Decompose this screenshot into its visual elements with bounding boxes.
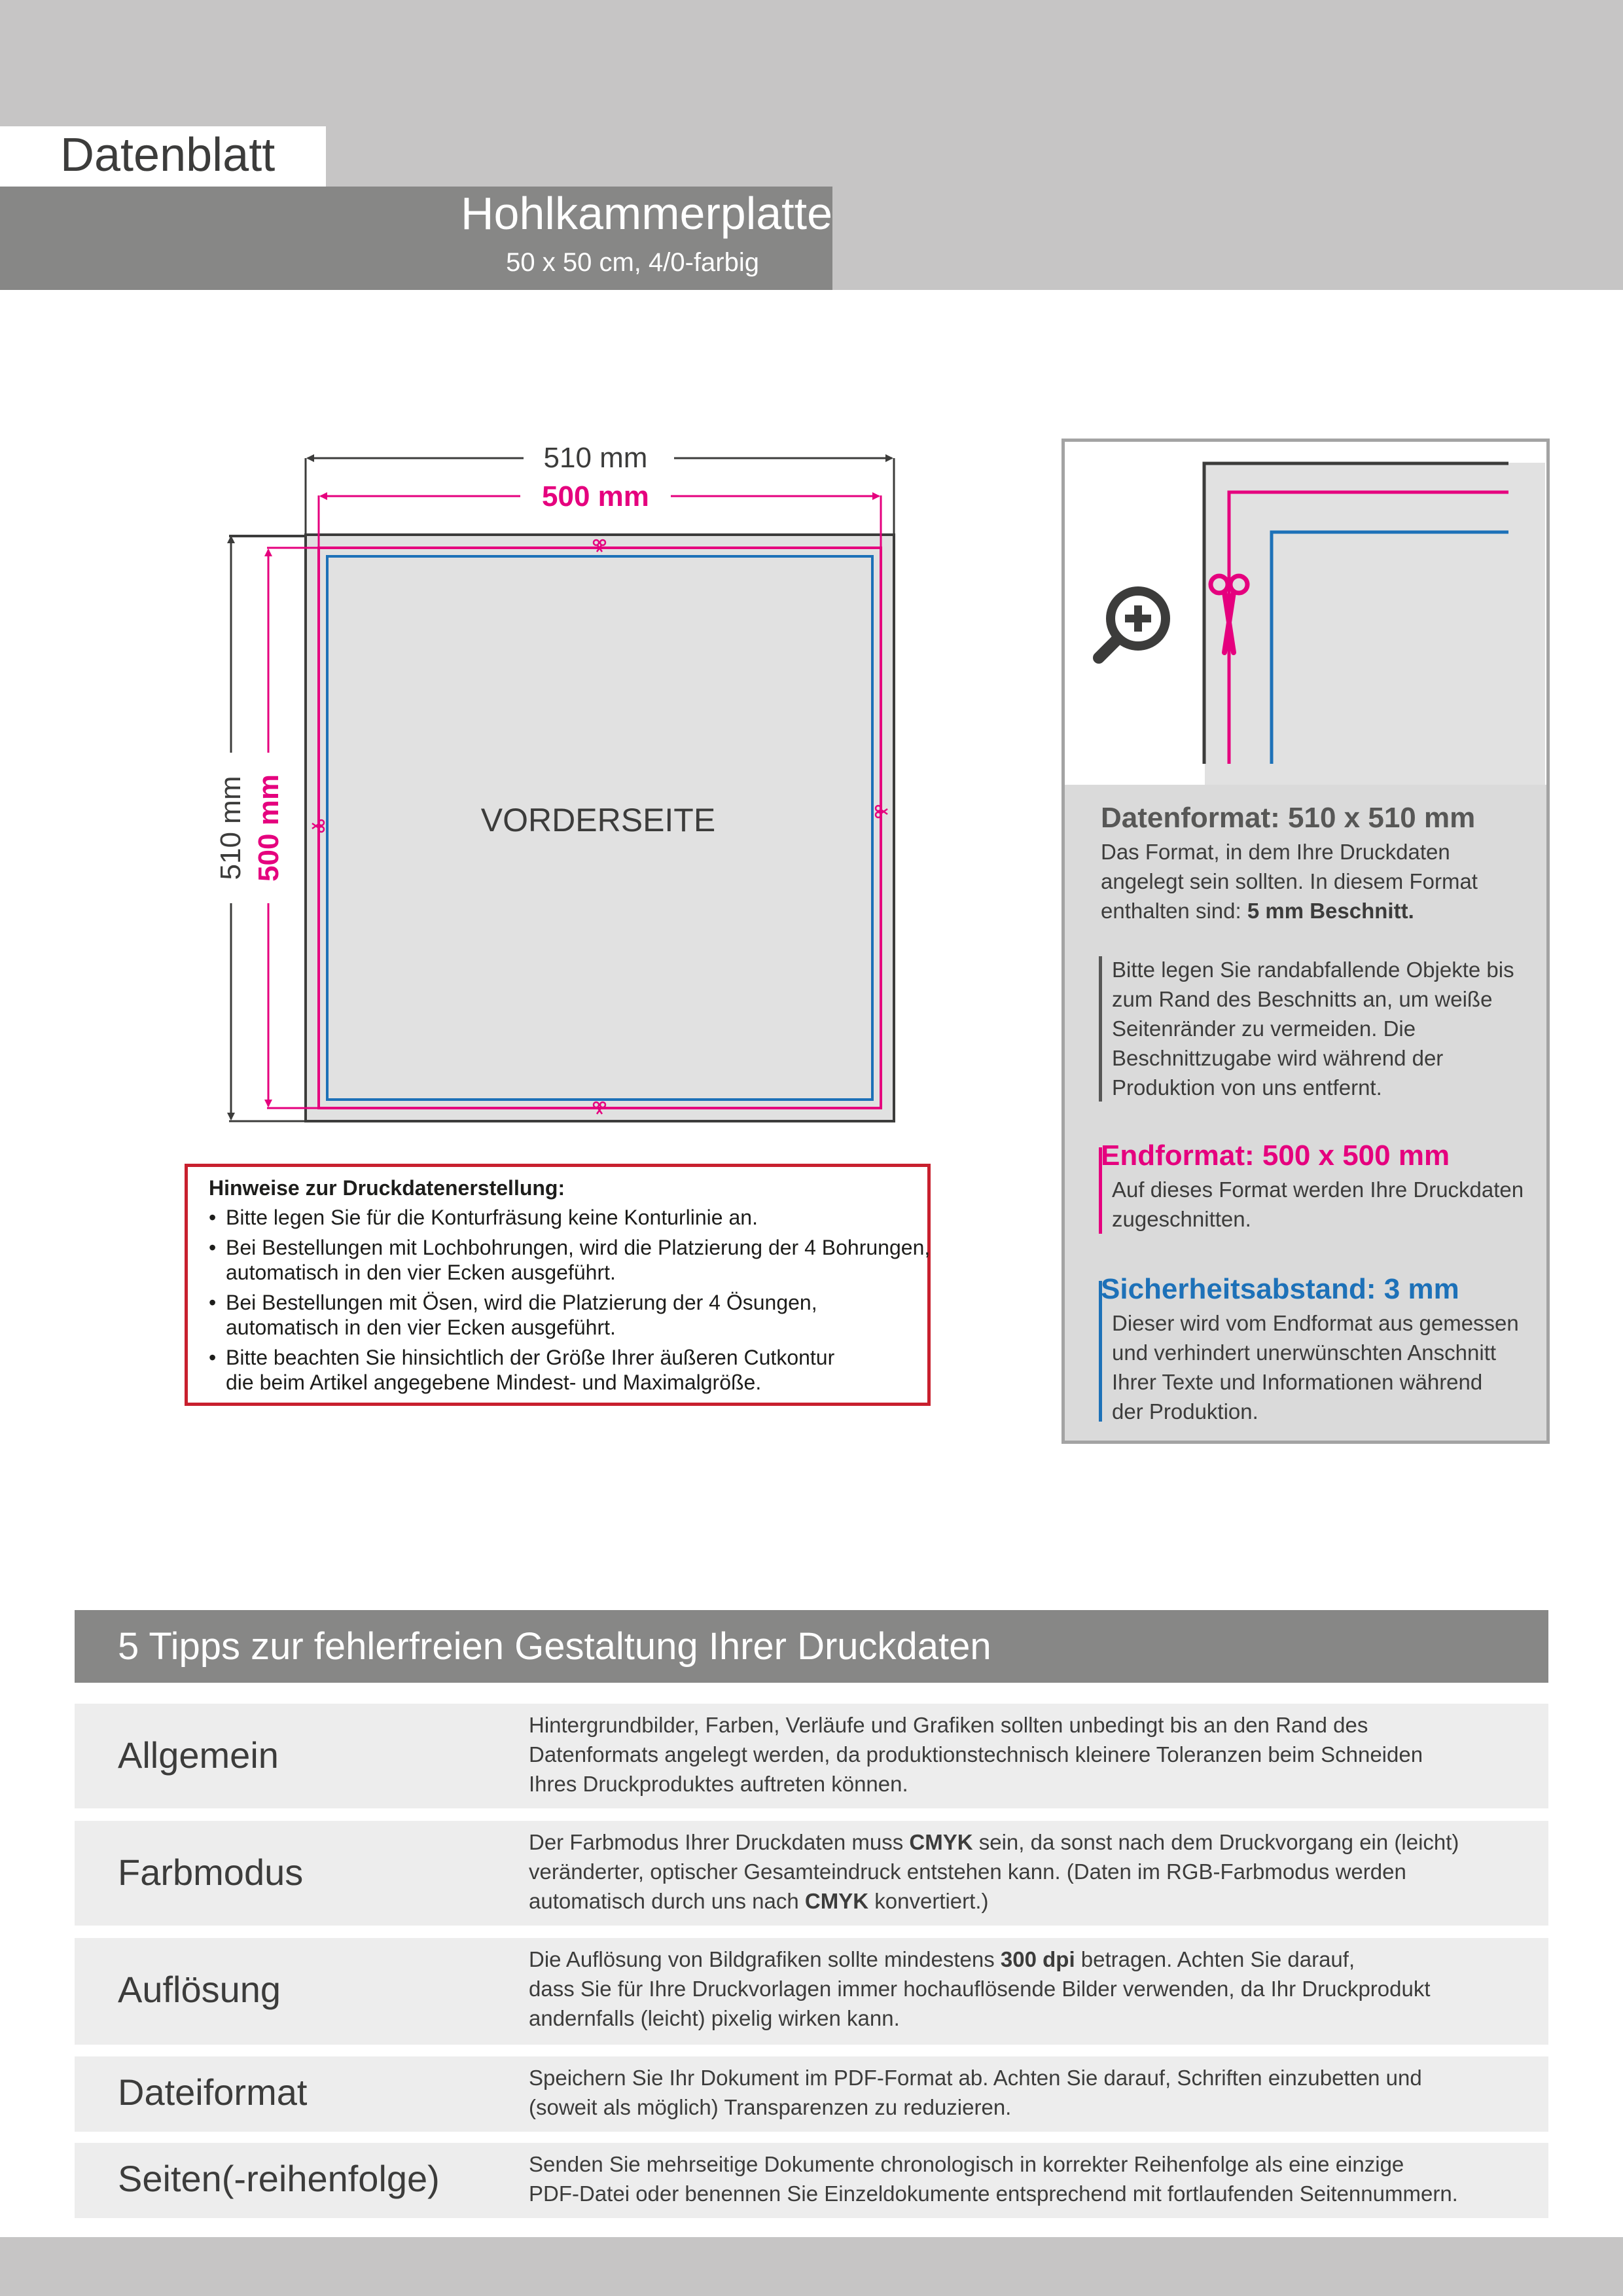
tip-text (529, 1710, 1423, 1799)
tip-line (529, 1945, 1431, 1974)
tip-line (529, 1886, 1459, 1916)
safety-line: der Produktion. (1112, 1399, 1258, 1424)
bleed-note-line: Beschnittzugabe wird während der (1112, 1046, 1444, 1070)
hint-line: Bitte legen Sie für die Konturfräsung keine Konturlinie an. (226, 1206, 758, 1229)
bleed-note-text (1112, 955, 1514, 1102)
tip-category: Seiten(-reihenfolge) (118, 2158, 440, 2199)
tip-line (529, 1710, 1423, 1740)
bullet: • (209, 1291, 217, 1314)
product-subtitle: 50 x 50 cm, 4/0-farbig (506, 248, 759, 277)
tip-text (529, 2063, 1422, 2122)
bleed-note-line: Bitte legen Sie randabfallende Objekte bis (1112, 958, 1514, 982)
tip-category: Farbmodus (118, 1852, 304, 1893)
tips-title: 5 Tipps zur fehlerfreien Gestaltung Ihrer Druckdaten (118, 1625, 991, 1668)
tip-line (529, 2149, 1458, 2179)
tip-segment: Senden Sie mehrseitige Dokumente chronologisch in korrekter Reihenfolge als eine einzige (529, 2152, 1404, 2176)
tip-row-aufloesung (75, 1938, 1548, 2045)
tip-row-seitenreihenfolge (75, 2143, 1548, 2218)
hint-line: die beim Artikel angegebene Mindest- und Maximalgröße. (226, 1371, 762, 1394)
tip-segment: Speichern Sie Ihr Dokument im PDF-Format ab. Achten Sie darauf, Schriften einzubetten und (529, 2066, 1422, 2090)
tip-segment: PDF-Datei oder benennen Sie Einzeldokumente entsprechend mit fortlaufenden Seitennummern. (529, 2181, 1458, 2206)
print-hints-title: Hinweise zur Druckdatenerstellung: (209, 1176, 565, 1200)
front-side-label: VORDERSEITE (480, 802, 716, 838)
bleed-note-line: Produktion von uns entfernt. (1112, 1075, 1382, 1100)
end-format-line: Auf dieses Format werden Ihre Druckdaten (1112, 1177, 1524, 1202)
bullet: • (209, 1236, 217, 1259)
tip-category: Auflösung (118, 1969, 281, 2010)
format-diagram (0, 0, 982, 1152)
dim-outer-height-label: 510 mm (215, 776, 247, 880)
doc-label: Datenblatt (60, 129, 276, 181)
bullet: • (209, 1346, 217, 1369)
tip-emphasis: CMYK (804, 1889, 869, 1913)
safety-title: Sicherheitsabstand: 3 mm (1101, 1273, 1459, 1305)
data-format-text (1101, 837, 1478, 925)
zoom-in-icon (1099, 591, 1166, 658)
data-format-bleed-value: 5 mm Beschnitt. (1247, 899, 1414, 923)
tip-segment: sein, da sonst nach dem Druckvorgang ein (leicht) (972, 1830, 1459, 1854)
tip-line (529, 2003, 1431, 2033)
dim-outer-width-label: 510 mm (543, 442, 648, 474)
hint-line: Bei Bestellungen mit Lochbohrungen, wird die Platzierung der 4 Bohrungen, (226, 1236, 931, 1259)
tip-segment: Die Auflösung von Bildgrafiken sollte mindestens (529, 1947, 1001, 1971)
tip-segment: Der Farbmodus Ihrer Druckdaten muss (529, 1830, 910, 1854)
tip-segment: konvertiert.) (868, 1889, 989, 1913)
tip-line (529, 1827, 1459, 1857)
hint-line: automatisch in den vier Ecken ausgeführt. (226, 1316, 616, 1339)
tip-row-farbmodus (75, 1821, 1548, 1926)
footer-band (0, 2237, 1623, 2296)
tip-line (529, 1974, 1431, 2003)
tip-line (529, 2179, 1458, 2208)
tip-category: Allgemein (118, 1734, 279, 1776)
tip-segment: dass Sie für Ihre Druckvorlagen immer hochauflösende Bilder verwenden, da Ihr Druckprodukt (529, 1977, 1431, 2001)
tip-line (529, 1857, 1459, 1886)
end-format-line: zugeschnitten. (1112, 1207, 1251, 1231)
tip-segment: Datenformats angelegt werden, da produktionstechnisch kleinere Toleranzen beim Schneiden (529, 1742, 1423, 1767)
safety-line: und verhindert unerwünschten Anschnitt (1112, 1340, 1497, 1365)
tip-segment: (soweit als möglich) Transparenzen zu reduzieren. (529, 2095, 1012, 2119)
data-format-line: enthalten sind: (1101, 899, 1247, 923)
hint-item (209, 1345, 834, 1395)
tip-row-allgemein (75, 1704, 1548, 1808)
tip-emphasis: 300 dpi (1000, 1947, 1075, 1971)
end-format-text (1112, 1175, 1524, 1234)
tip-segment: veränderter, optischer Gesamteindruck entstehen kann. (Daten im RGB-Farbmodus werden (529, 1859, 1406, 1884)
bullet: • (209, 1206, 217, 1229)
hint-line: Bei Bestellungen mit Ösen, wird die Platzierung der 4 Ösungen, (226, 1291, 817, 1314)
tip-line (529, 1769, 1423, 1799)
print-hints-box (185, 1164, 931, 1406)
tip-segment: Hintergrundbilder, Farben, Verläufe und Grafiken sollten unbedingt bis an den Rand des (529, 1713, 1368, 1737)
tip-segment: Ihres Druckproduktes auftreten können. (529, 1772, 908, 1796)
bleed-note-bar (1099, 956, 1102, 1102)
hint-item (209, 1290, 817, 1340)
tip-segment: automatisch durch uns nach (529, 1889, 805, 1913)
tip-line (529, 2063, 1422, 2092)
bleed-note-line: Seitenränder zu vermeiden. Die (1112, 1016, 1416, 1041)
hint-item (209, 1235, 930, 1285)
tip-segment: betragen. Achten Sie darauf, (1075, 1947, 1355, 1971)
tip-line (529, 1740, 1423, 1769)
hint-line: automatisch in den vier Ecken ausgeführt. (226, 1261, 616, 1284)
tip-category: Dateiformat (118, 2072, 308, 2113)
tips-header (75, 1610, 1548, 1683)
safety-text (1112, 1308, 1519, 1426)
tip-text (529, 1945, 1431, 2033)
tip-row-dateiformat (75, 2056, 1548, 2132)
product-title: Hohlkammerplatte (461, 188, 832, 239)
safety-line: Ihrer Texte und Informationen während (1112, 1370, 1483, 1394)
dim-inner-width-label: 500 mm (542, 480, 649, 512)
dim-inner-height-label: 500 mm (253, 774, 285, 882)
hint-item (209, 1205, 758, 1230)
tip-line (529, 2092, 1422, 2122)
safety-line: Dieser wird vom Endformat aus gemessen (1112, 1311, 1519, 1335)
end-format-title: Endformat: 500 x 500 mm (1101, 1139, 1450, 1172)
corner-zoom-graphic (1065, 442, 1546, 785)
format-info-panel (1061, 439, 1550, 1444)
corner-zoom-view (1065, 442, 1546, 785)
hint-line: Bitte beachten Sie hinsichtlich der Größe Ihrer äußeren Cutkontur (226, 1346, 835, 1369)
tip-emphasis: CMYK (909, 1830, 973, 1854)
tip-text (529, 2149, 1458, 2208)
data-format-title: Datenformat: 510 x 510 mm (1101, 802, 1476, 834)
data-format-line: Das Format, in dem Ihre Druckdaten (1101, 840, 1450, 864)
data-format-line: angelegt sein sollten. In diesem Format (1101, 869, 1478, 893)
bleed-top-extension (229, 535, 306, 537)
bleed-note-line: zum Rand des Beschnitts an, um weiße (1112, 987, 1493, 1011)
tip-text (529, 1827, 1459, 1916)
tip-segment: andernfalls (leicht) pixelig wirken kann. (529, 2006, 900, 2030)
